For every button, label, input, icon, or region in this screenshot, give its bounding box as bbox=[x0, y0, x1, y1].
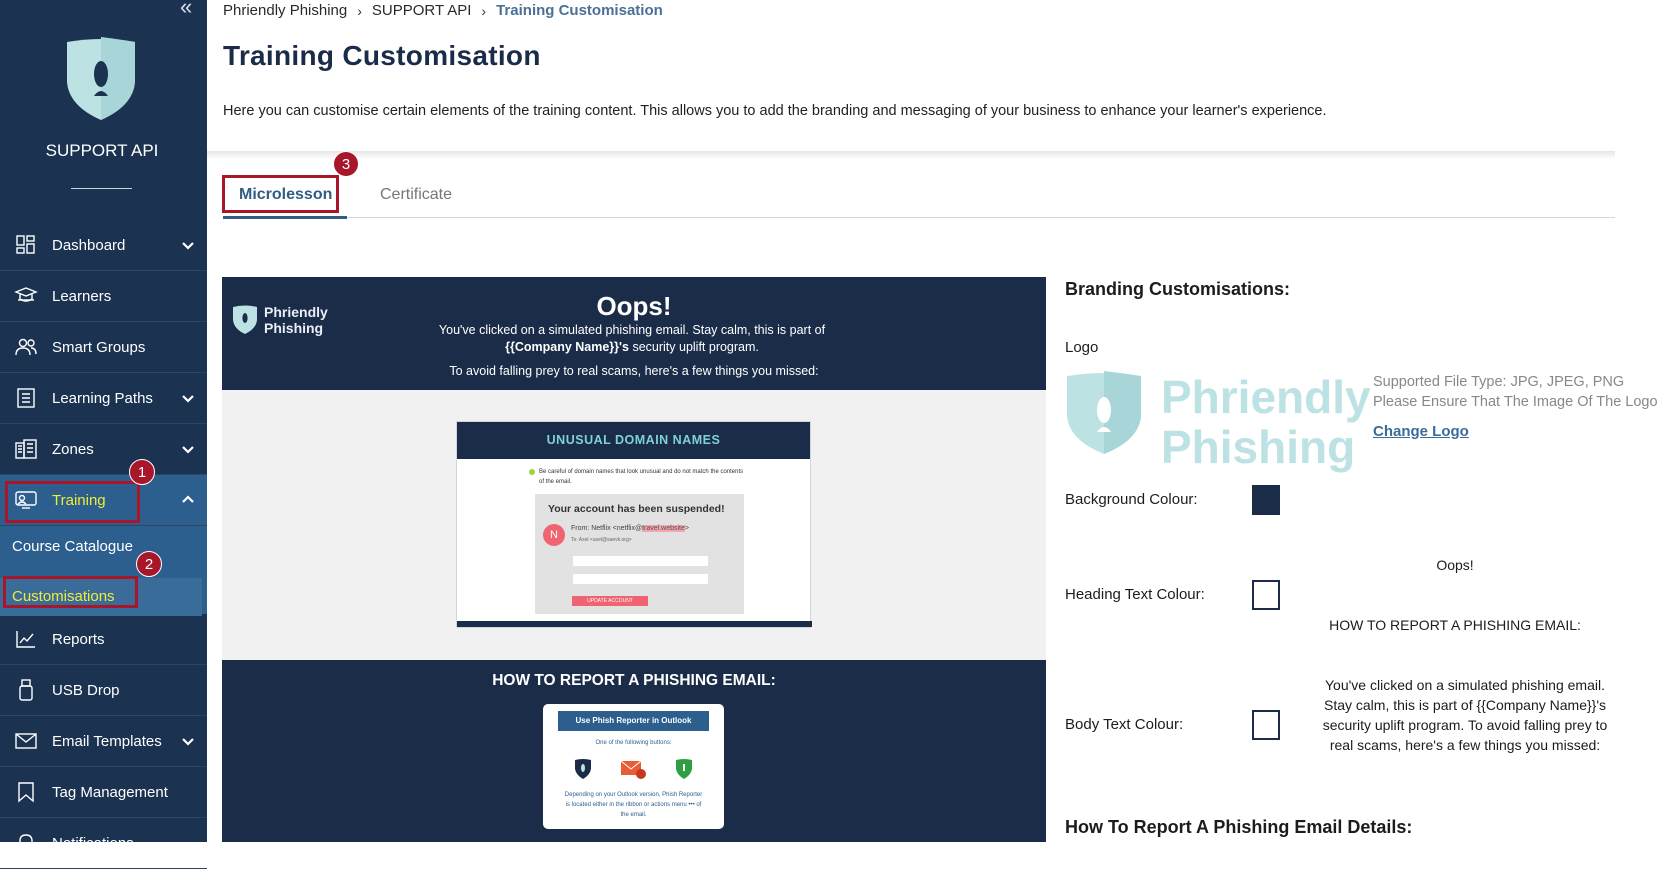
phish-reporter-shield-icon bbox=[573, 758, 593, 780]
sidebar-nav bbox=[0, 220, 207, 869]
preview-message-text: You've clicked on a simulated phishing email. Stay calm, this is part of bbox=[438, 323, 826, 337]
heading-text-colour-swatch[interactable] bbox=[1252, 580, 1280, 610]
graduation-cap-icon bbox=[15, 285, 37, 307]
tab-label: Microlesson bbox=[239, 186, 333, 203]
phish-reporter-card bbox=[543, 704, 724, 829]
sample-update-button: UPDATE ACCOUNT bbox=[572, 596, 648, 606]
sidebar-item-email-templates[interactable] bbox=[0, 716, 207, 767]
brand-divider bbox=[71, 188, 132, 189]
background-colour-swatch[interactable] bbox=[1252, 485, 1280, 515]
breadcrumb-current: Training Customisation bbox=[496, 2, 663, 19]
domain-card-tip: Be careful of domain names that look unusual and do not match the contents of the email. bbox=[539, 469, 744, 485]
sidebar-item-reports[interactable] bbox=[0, 614, 207, 665]
sample-email-from bbox=[571, 525, 689, 532]
annotation-badge-2: 2 bbox=[136, 551, 162, 577]
sidebar-item-tag-management[interactable] bbox=[0, 767, 207, 818]
tab-certificate[interactable] bbox=[380, 186, 452, 204]
sidebar-item-label: Notifications bbox=[52, 834, 134, 852]
preview-logo-line2: Phishing bbox=[264, 320, 324, 336]
annotation-badge-3: 3 bbox=[333, 151, 359, 177]
sidebar-item-label: USB Drop bbox=[52, 681, 120, 699]
preview-logo-line1: Phriendly bbox=[264, 304, 328, 320]
breadcrumb-item[interactable]: SUPPORT API bbox=[371, 2, 472, 19]
preview-company-placeholder: {{Company Name}}'s bbox=[505, 340, 629, 354]
sample-email-field bbox=[573, 556, 708, 566]
logo-text-line2: Phishing bbox=[1161, 421, 1356, 473]
preview-heading: Oops! bbox=[596, 291, 672, 321]
submenu-item-course-catalogue[interactable]: Course Catalogue bbox=[12, 538, 133, 555]
from-text: > bbox=[684, 525, 689, 532]
sidebar-item-label: Email Templates bbox=[52, 732, 162, 750]
chevron-right-icon: › bbox=[481, 2, 487, 19]
sidebar-item-label: Learning Paths bbox=[52, 389, 153, 407]
envelope-icon bbox=[15, 730, 37, 752]
logo-file-info bbox=[1373, 372, 1658, 412]
breadcrumb bbox=[223, 2, 663, 19]
reporter-buttons bbox=[573, 758, 694, 780]
logo-shield-icon bbox=[1065, 372, 1143, 456]
annotation-box-training bbox=[5, 481, 140, 523]
bell-icon bbox=[15, 832, 37, 854]
report-details-heading: How To Report A Phishing Email Details: bbox=[1065, 817, 1413, 837]
main-content bbox=[207, 0, 1658, 842]
sidebar-item-label: Zones bbox=[52, 440, 94, 458]
body-text-colour-label: Body Text Colour: bbox=[1065, 716, 1184, 733]
phish-reporter-subtext: One of the following buttons: bbox=[595, 740, 672, 746]
sidebar-item-notifications[interactable] bbox=[0, 818, 207, 869]
sidebar-item-dashboard[interactable] bbox=[0, 220, 207, 271]
preview-message-2: To avoid falling prey to real scams, here's a few things you missed: bbox=[449, 364, 819, 378]
current-logo bbox=[1065, 372, 1371, 472]
annotation-box-customisations bbox=[3, 576, 138, 608]
brand-name: SUPPORT API bbox=[45, 141, 159, 160]
branding-panel bbox=[1065, 0, 1658, 842]
sidebar-item-label: Smart Groups bbox=[52, 338, 146, 356]
sidebar-item-label: Dashboard bbox=[52, 236, 126, 254]
sample-email-title: Your account has been suspended! bbox=[548, 503, 725, 515]
domain-names-card bbox=[456, 421, 811, 628]
brand-shield-logo bbox=[63, 38, 139, 122]
sample-email-to: To: Axel <axel@saevk.org> bbox=[571, 537, 632, 543]
chevron-down-icon bbox=[179, 389, 197, 407]
bookmark-icon bbox=[15, 781, 37, 803]
breadcrumb-item[interactable]: Phriendly Phishing bbox=[223, 2, 348, 19]
report-section bbox=[222, 660, 1046, 842]
heading-text-colour-label: Heading Text Colour: bbox=[1065, 586, 1205, 603]
buildings-icon bbox=[15, 438, 37, 460]
annotation-badge-1: 1 bbox=[129, 459, 155, 485]
change-logo-link[interactable]: Change Logo bbox=[1373, 423, 1469, 440]
usb-icon bbox=[15, 679, 37, 701]
sample-email bbox=[535, 494, 744, 614]
domain-card-title: UNUSUAL DOMAIN NAMES bbox=[457, 422, 810, 459]
sidebar-item-label: Tag Management bbox=[52, 783, 168, 801]
sidebar-item-zones[interactable] bbox=[0, 424, 207, 475]
supported-file-types: Supported File Type: JPG, JPEG, PNG bbox=[1373, 374, 1625, 390]
book-icon bbox=[15, 387, 37, 409]
users-icon bbox=[15, 336, 37, 358]
phish-reporter-heading: Use Phish Reporter in Outlook bbox=[558, 711, 709, 731]
image-note: Please Ensure That The Image Of The Logo bbox=[1373, 394, 1658, 410]
sample-body-text: You've clicked on a simulated phishing email. Stay calm, this is part of {{Company Name}}'s security uplift program. To avoid falling prey to real scams, here's a few things you missed: bbox=[1322, 677, 1608, 753]
annotation-box-microlesson bbox=[222, 175, 339, 213]
green-shield-icon bbox=[674, 758, 694, 780]
collapse-sidebar-icon[interactable]: « bbox=[180, 0, 193, 19]
card-footer-bar bbox=[457, 621, 812, 627]
chevron-down-icon bbox=[179, 732, 197, 750]
sidebar-item-learning-paths[interactable] bbox=[0, 373, 207, 424]
preview-message-text: security uplift program. bbox=[632, 340, 759, 354]
sidebar-item-label: Learners bbox=[52, 287, 112, 305]
page-title: Training Customisation bbox=[223, 40, 541, 71]
chart-line-icon bbox=[15, 628, 37, 650]
sidebar-item-learners[interactable] bbox=[0, 271, 207, 322]
sidebar-item-usb-drop[interactable] bbox=[0, 665, 207, 716]
tab-label: Certificate bbox=[380, 186, 453, 203]
background-colour-label: Background Colour: bbox=[1065, 491, 1198, 508]
branding-heading: Branding Customisations: bbox=[1065, 279, 1291, 299]
dashboard-icon bbox=[15, 234, 37, 256]
page-description: Here you can customise certain elements of the training content. This allows you to add the branding and messaging of your business to enhance your learner's experience. bbox=[223, 103, 1327, 119]
chevron-up-icon bbox=[179, 491, 197, 509]
avatar: N bbox=[543, 524, 565, 546]
suspicious-domain: travel.website bbox=[642, 525, 685, 532]
body-text-colour-swatch[interactable] bbox=[1252, 710, 1280, 740]
sample-heading-text: Oops! bbox=[1436, 557, 1474, 573]
logo-text-line1: Phriendly bbox=[1161, 371, 1371, 423]
preview-header bbox=[222, 277, 1046, 390]
sidebar-item-label: Reports bbox=[52, 630, 105, 648]
preview-message bbox=[412, 322, 852, 356]
report-email-icon bbox=[620, 758, 648, 780]
submenu-item-customisations[interactable]: Customisations bbox=[12, 588, 115, 605]
microlesson-preview bbox=[222, 277, 1046, 842]
report-section-title: HOW TO REPORT A PHISHING EMAIL: bbox=[492, 672, 776, 689]
chevron-down-icon bbox=[179, 236, 197, 254]
sidebar bbox=[0, 0, 207, 852]
logo-label: Logo bbox=[1065, 339, 1099, 356]
chevron-right-icon: › bbox=[357, 2, 362, 19]
active-tab-underline bbox=[223, 216, 347, 219]
chevron-down-icon bbox=[179, 440, 197, 458]
sidebar-item-smart-groups[interactable] bbox=[0, 322, 207, 373]
phish-reporter-note: Depending on your Outlook version, Phish Reporter is located either in the ribbon or actions menu ••• of the email. bbox=[564, 792, 703, 818]
sidebar-item-label: Training bbox=[52, 491, 106, 509]
sample-email-field bbox=[573, 574, 708, 584]
sample-report-heading: HOW TO REPORT A PHISHING EMAIL: bbox=[1329, 617, 1581, 633]
from-text: From: Netflix <netflix@ bbox=[571, 525, 643, 532]
